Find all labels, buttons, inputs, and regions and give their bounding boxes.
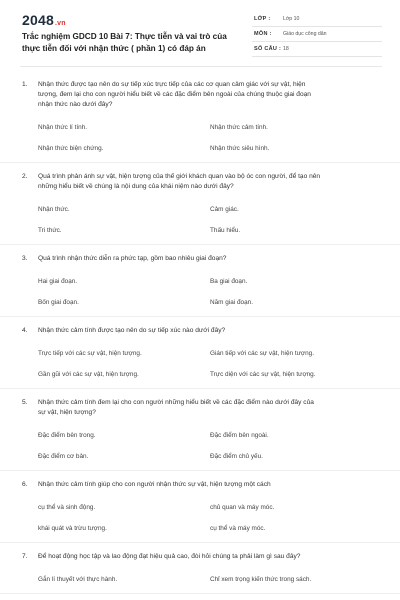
question-text bbox=[38, 398, 382, 418]
question-number: 5. bbox=[22, 399, 28, 406]
document-title: Trắc nghiệm GDCD 10 Bài 7: Thực tiễn và vai trò của thực tiễn đối với nhận thức ( phần 1) có đáp án bbox=[22, 32, 227, 53]
answer-option[interactable]: cụ thể và sinh động. bbox=[38, 504, 96, 511]
question-item bbox=[0, 480, 400, 543]
question-text-line: những hiểu biết về chúng là nội dung của khái niệm nào dưới đây? bbox=[38, 183, 234, 190]
question-text bbox=[38, 480, 382, 490]
meta-key: SỐ CÂU : bbox=[254, 46, 282, 52]
answer-option[interactable]: Trực tiếp với các sự vật, hiện tượng. bbox=[38, 350, 142, 357]
header-divider bbox=[20, 66, 382, 67]
answer-option[interactable]: Nhận thức lí tính. bbox=[38, 124, 88, 131]
question-text bbox=[38, 552, 382, 562]
question-stem bbox=[22, 552, 382, 562]
question-text bbox=[38, 254, 382, 264]
answer-option[interactable]: Chỉ xem trọng kiến thức trong sách. bbox=[210, 576, 312, 583]
document-meta bbox=[252, 12, 382, 57]
answer-options bbox=[38, 123, 382, 153]
question-number: 1. bbox=[22, 81, 28, 88]
answer-option[interactable]: Nhận thức biện chứng. bbox=[38, 145, 104, 152]
question-text-line: Nhận thức cảm tính đem lại cho con người những hiểu biết về các đặc điểm nào dưới đây của bbox=[38, 399, 314, 406]
meta-value: 18 bbox=[283, 46, 289, 52]
logo-suffix: .vn bbox=[54, 20, 66, 27]
question-item bbox=[0, 80, 400, 163]
question-text bbox=[38, 172, 382, 192]
question-number: 6. bbox=[22, 481, 28, 488]
answer-options bbox=[38, 503, 382, 533]
answer-option[interactable]: Cảm giác. bbox=[210, 206, 239, 213]
question-text-line: tượng, đem lại cho con người hiểu biết về các đặc điểm bên ngoài của chúng thuộc giai đoạn bbox=[38, 91, 311, 98]
answer-option[interactable]: Hai giai đoạn. bbox=[38, 278, 78, 285]
answer-option[interactable]: Gần gũi với các sự vật, hiện tượng. bbox=[38, 371, 139, 378]
question-number: 2. bbox=[22, 173, 28, 180]
meta-value: Giáo dục công dân bbox=[283, 31, 327, 37]
logo-text: 2048 bbox=[22, 12, 54, 28]
answer-options bbox=[38, 205, 382, 235]
question-text-line: sự vật, hiện tượng? bbox=[38, 409, 96, 416]
question-item bbox=[0, 398, 400, 471]
question-stem bbox=[22, 480, 382, 490]
question-number: 4. bbox=[22, 327, 28, 334]
answer-option[interactable]: khái quát và trừu tượng. bbox=[38, 525, 107, 532]
question-item bbox=[0, 254, 400, 317]
answer-option[interactable]: Đặc điểm cơ bản. bbox=[38, 453, 89, 460]
question-list bbox=[0, 80, 400, 600]
meta-key: MÔN : bbox=[254, 31, 272, 37]
question-text-line: nhận thức nào dưới đây? bbox=[38, 101, 113, 108]
answer-option[interactable]: chủ quan và máy móc. bbox=[210, 504, 275, 511]
question-item bbox=[0, 172, 400, 245]
answer-options bbox=[38, 277, 382, 307]
answer-options bbox=[38, 431, 382, 461]
question-text bbox=[38, 326, 382, 336]
answer-option[interactable]: cụ thể và máy móc. bbox=[210, 525, 266, 532]
answer-option[interactable]: Bốn giai đoạn. bbox=[38, 299, 79, 306]
question-number: 7. bbox=[22, 553, 28, 560]
question-text-line: Nhận thức cảm tính giúp cho con người nhận thức sự vật, hiện tượng một cách bbox=[38, 481, 271, 488]
question-stem bbox=[22, 80, 382, 110]
answer-option[interactable]: Nhận thức cảm tính. bbox=[210, 124, 268, 131]
answer-option[interactable]: Năm giai đoạn. bbox=[210, 299, 253, 306]
question-item bbox=[0, 326, 400, 389]
question-stem bbox=[22, 398, 382, 418]
meta-key: LỚP : bbox=[254, 16, 271, 22]
answer-option[interactable]: Trực diện với các sự vật, hiện tượng. bbox=[210, 371, 316, 378]
answer-options bbox=[38, 575, 382, 584]
question-number: 3. bbox=[22, 255, 28, 262]
answer-option[interactable]: Đặc điểm bên trong. bbox=[38, 432, 96, 439]
answer-option[interactable]: Tri thức. bbox=[38, 227, 62, 234]
meta-row-count bbox=[252, 42, 382, 57]
question-text bbox=[38, 80, 382, 110]
question-stem bbox=[22, 172, 382, 192]
answer-option[interactable]: Gắn lí thuyết với thực hành. bbox=[38, 576, 118, 583]
question-text-line: Nhận thức cảm tính được tạo nên do sự tiếp xúc nào dưới đây? bbox=[38, 327, 226, 334]
question-stem bbox=[22, 326, 382, 336]
meta-row-class bbox=[252, 12, 382, 27]
question-text-line: Quá trình nhận thức diễn ra phức tạp, gồm bao nhiêu giai đoạn? bbox=[38, 255, 227, 262]
answer-options bbox=[38, 349, 382, 379]
answer-option[interactable]: Gián tiếp với các sự vật, hiện tượng. bbox=[210, 350, 314, 357]
question-text-line: Nhận thức được tạo nên do sự tiếp xúc trực tiếp của các cơ quan cảm giác với sự vật, hiện bbox=[38, 81, 306, 88]
answer-option[interactable]: Ba giai đoạn. bbox=[210, 278, 248, 285]
question-stem bbox=[22, 254, 382, 264]
question-text-line: Để hoạt động học tập và lao động đạt hiệu quả cao, đòi hỏi chúng ta phải làm gì sau đây? bbox=[38, 553, 301, 560]
question-item bbox=[0, 552, 400, 594]
answer-option[interactable]: Đặc điểm bên ngoài. bbox=[210, 432, 269, 439]
meta-value: Lớp 10 bbox=[283, 16, 300, 22]
answer-option[interactable]: Thấu hiểu. bbox=[210, 227, 241, 234]
meta-row-subject bbox=[252, 27, 382, 42]
question-text-line: Quá trình phản ánh sự vật, hiện tượng của thế giới khách quan vào bộ óc con người, để tạo nên bbox=[38, 173, 321, 180]
answer-option[interactable]: Nhận thức siêu hình. bbox=[210, 145, 270, 152]
site-logo[interactable] bbox=[22, 12, 66, 28]
page-header bbox=[0, 0, 400, 66]
answer-option[interactable]: Nhận thức. bbox=[38, 206, 70, 213]
answer-option[interactable]: Đặc điểm chủ yếu. bbox=[210, 453, 263, 460]
